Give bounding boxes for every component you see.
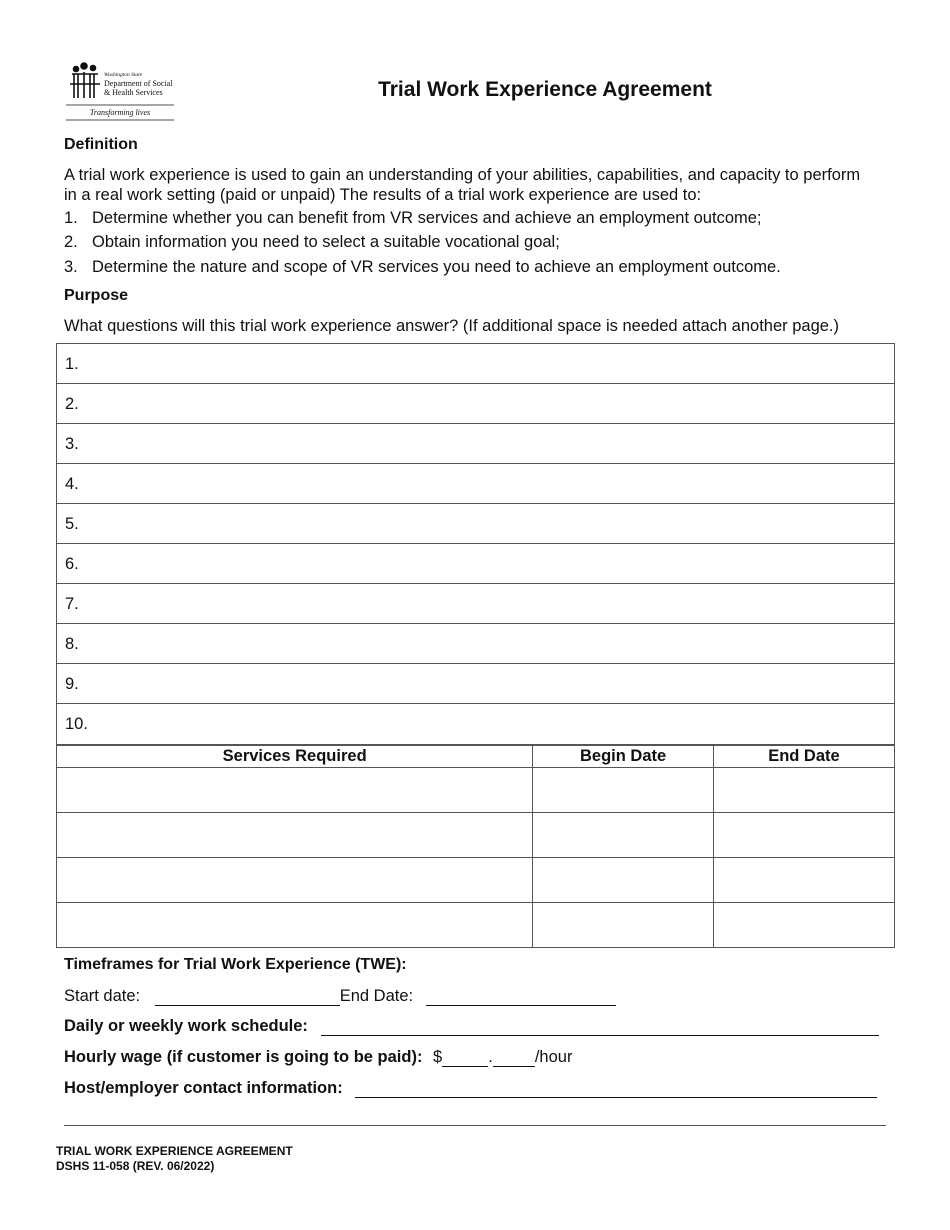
end-date-field[interactable]: [426, 991, 616, 1006]
begin-date-header: Begin Date: [533, 746, 714, 768]
begin-date-cell[interactable]: [533, 768, 714, 813]
start-date-label: Start date:: [64, 987, 141, 1005]
people-figures-icon: [70, 63, 100, 98]
question-row[interactable]: 4.: [57, 464, 894, 504]
definition-heading: Definition: [64, 136, 138, 153]
service-cell[interactable]: [57, 813, 533, 858]
host-label: Host/employer contact information:: [64, 1079, 343, 1097]
purpose-heading: Purpose: [64, 287, 129, 304]
wage-unit: /hour: [534, 1048, 573, 1066]
schedule-field[interactable]: [321, 1021, 879, 1036]
question-row[interactable]: 3.: [57, 424, 894, 464]
item-number: 2.: [64, 233, 78, 251]
definition-text: A trial work experience is used to gain an understanding of your abilities, capabilities, and capacity to perform in a real work setting (paid or unpaid) The results of a trial work experience are used to:: [64, 166, 861, 204]
definition-item: [64, 233, 560, 252]
logo-dept-line1: Department of Social: [104, 79, 173, 88]
page-title: Trial Work Experience Agreement: [378, 78, 712, 101]
table-row: [57, 903, 894, 948]
question-row[interactable]: 8.: [57, 624, 894, 664]
table-row: [57, 768, 894, 813]
question-row[interactable]: 9.: [57, 664, 894, 704]
wage-row: [64, 1048, 572, 1067]
end-date-label: End Date:: [339, 987, 414, 1005]
definition-item: [64, 209, 762, 228]
timeframes-heading: Timeframes for Trial Work Experience (TWE):: [64, 956, 407, 973]
question-row[interactable]: 5.: [57, 504, 894, 544]
end-date-cell[interactable]: [713, 903, 894, 948]
logo-tagline: Transforming lives: [89, 108, 151, 117]
footer-form-number: DSHS 11-058 (REV. 06/2022): [56, 1159, 215, 1173]
begin-date-cell[interactable]: [533, 813, 714, 858]
host-row: [64, 1079, 877, 1098]
item-text: Determine the nature and scope of VR services you need to achieve an employment outcome.: [92, 258, 781, 276]
begin-date-cell[interactable]: [533, 903, 714, 948]
wage-dollars-field[interactable]: [442, 1052, 488, 1067]
service-cell[interactable]: [57, 768, 533, 813]
item-text: Obtain information you need to select a suitable vocational goal;: [92, 233, 560, 251]
question-row[interactable]: 7.: [57, 584, 894, 624]
definition-item: [64, 258, 781, 277]
question-row[interactable]: 10.: [65, 715, 88, 733]
table-row: [57, 858, 894, 903]
item-number: 1.: [64, 209, 78, 227]
start-date-field[interactable]: [155, 991, 340, 1006]
wage-label: Hourly wage (if customer is going to be paid):: [64, 1048, 423, 1066]
footer-form-name: TRIAL WORK EXPERIENCE AGREEMENT: [56, 1144, 293, 1158]
host-field[interactable]: [355, 1083, 877, 1098]
wage-currency: $: [433, 1048, 443, 1066]
purpose-text: What questions will this trial work experience answer? (If additional space is needed attach another page.): [64, 317, 840, 335]
logo-state: Washington State: [104, 72, 143, 78]
question-row[interactable]: 2.: [57, 384, 894, 424]
end-date-cell[interactable]: [713, 858, 894, 903]
dshs-logo: [64, 62, 176, 122]
logo-dept-line2: & Health Services: [104, 88, 163, 97]
question-row[interactable]: 6.: [57, 544, 894, 584]
end-date-cell[interactable]: [713, 813, 894, 858]
wage-cents-field[interactable]: [493, 1052, 535, 1067]
questions-table: [56, 343, 895, 745]
schedule-label: Daily or weekly work schedule:: [64, 1017, 308, 1035]
item-number: 3.: [64, 258, 78, 276]
table-row: [57, 813, 894, 858]
host-continuation-line[interactable]: [64, 1125, 886, 1126]
service-cell[interactable]: [57, 903, 533, 948]
end-date-header: End Date: [713, 746, 894, 768]
schedule-row: [64, 1017, 879, 1036]
services-required-header: Services Required: [57, 746, 533, 768]
service-cell[interactable]: [57, 858, 533, 903]
dates-row: [64, 987, 616, 1006]
item-text: Determine whether you can benefit from VR services and achieve an employment outcome;: [92, 209, 762, 227]
services-table: [56, 745, 895, 948]
question-row[interactable]: 1.: [57, 344, 894, 384]
begin-date-cell[interactable]: [533, 858, 714, 903]
end-date-cell[interactable]: [713, 768, 894, 813]
wage-decimal: .: [488, 1048, 493, 1066]
